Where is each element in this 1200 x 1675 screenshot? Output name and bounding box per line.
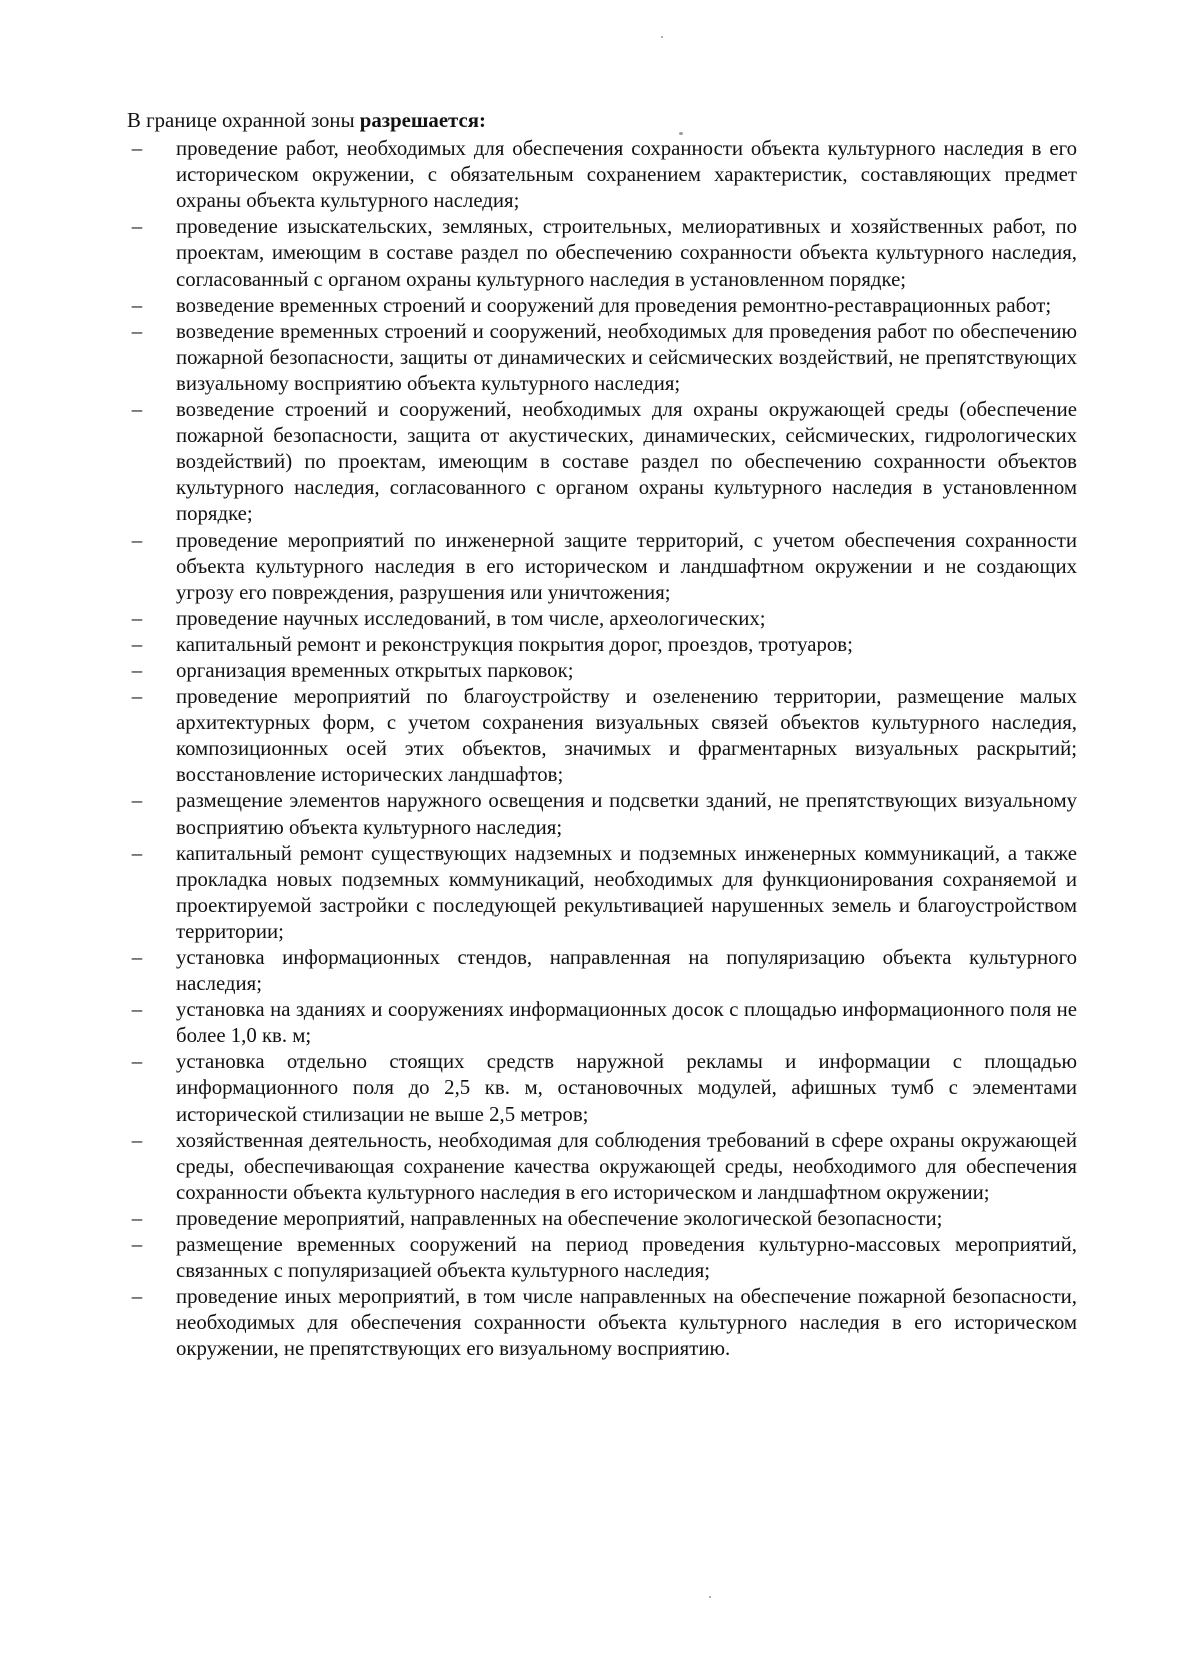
list-item-text: хозяйственная деятельность, необходимая для соблюдения требований в сфере охраны окружающей среды, обеспечивающая сохранение качества окружающей среды, необходимого для обеспечения сохранности объекта культурного наследия в его историческом и ландшафтном окружении; xyxy=(176,1128,1077,1204)
list-item-text: капитальный ремонт существующих надземных и подземных инженерных коммуникаций, а также прокладка новых подземных коммуникаций, необходимых для функционирования сохраняемой и проектируемой застройки с последующей рекультивацией нарушенных земель и благоустройством территории; xyxy=(176,841,1077,943)
scan-speck xyxy=(661,36,663,38)
permitted-activities-list xyxy=(127,136,1077,1362)
bullet-dash: – xyxy=(131,528,143,552)
heading-bold: разрешается: xyxy=(359,109,486,132)
bullet-dash: – xyxy=(131,841,143,865)
bullet-dash: – xyxy=(131,658,143,682)
bullet-dash: – xyxy=(131,998,143,1022)
list-item xyxy=(127,397,1077,527)
list-item-text: капитальный ремонт и реконструкция покрытия дорог, проездов, тротуаров; xyxy=(176,632,853,656)
bullet-dash: – xyxy=(131,1050,143,1074)
bullet-dash: – xyxy=(131,685,143,709)
list-item xyxy=(127,293,1077,319)
list-item-text: размещение временных сооружений на период проведения культурно-массовых мероприятий, связанных с популяризацией объекта культурного наследия; xyxy=(176,1233,1077,1283)
bullet-dash: – xyxy=(131,293,143,317)
list-item xyxy=(127,136,1077,214)
heading-prefix: В границе охранной зоны xyxy=(127,109,360,132)
bullet-dash: – xyxy=(131,632,143,656)
list-item xyxy=(127,841,1077,945)
list-item-text: проведение работ, необходимых для обеспечения сохранности объекта культурного наследия в его историческом окружении, с обязательным сохранением характеристик, составляющих предмет охраны объекта культурного наследия; xyxy=(176,137,1077,213)
list-item xyxy=(127,214,1077,292)
list-item xyxy=(127,1206,1077,1232)
list-item-text: возведение строений и сооружений, необходимых для охраны окружающей среды (обеспечение пожарной безопасности, защита от акустических, динамических, сейсмических, гидрологических воздействий) по проектам, имеющим в составе раздел по обеспечению сохранности объектов культурного наследия, согласованного с органом охраны культурного наследия в установленном порядке; xyxy=(176,398,1077,526)
bullet-dash: – xyxy=(131,1128,143,1152)
list-item-text: проведение мероприятий по благоустройству и озеленению территории, размещение малых архитектурных форм, с учетом сохранения визуальных связей объектов культурного наследия, композиционных осей этих объектов, значимых и фрагментарных визуальных раскрытий; восстановление исторических ландшафтов; xyxy=(176,685,1077,787)
list-item-text: установка информационных стендов, направленная на популяризацию объекта культурного наследия; xyxy=(176,946,1077,996)
list-item-text: возведение временных строений и сооружений, необходимых для проведения работ по обеспечению пожарной безопасности, защиты от динамических и сейсмических воздействий, не препятствующих визуальному восприятию объекта культурного наследия; xyxy=(176,319,1077,395)
list-item xyxy=(127,788,1077,840)
list-item-text: проведение научных исследований, в том числе, археологических; xyxy=(176,606,766,630)
bullet-dash: – xyxy=(131,319,143,343)
list-item-text: проведение мероприятий по инженерной защите территорий, с учетом обеспечения сохранности объекта культурного наследия в его историческом и ландшафтном окружении и не создающих угрозу его повреждения, разрушения или уничтожения; xyxy=(176,528,1077,604)
bullet-dash: – xyxy=(131,137,143,161)
section-heading xyxy=(127,108,1077,134)
list-item xyxy=(127,1128,1077,1206)
bullet-dash: – xyxy=(131,946,143,969)
bullet-dash: – xyxy=(131,398,143,422)
list-item xyxy=(127,606,1077,632)
document-body xyxy=(127,108,1077,1363)
list-item-text: возведение временных строений и сооружений для проведения ремонтно-реставрационных работ; xyxy=(176,293,1052,317)
list-item-text: установка отдельно стоящих средств наружной рекламы и информации с площадью информационного поля до 2,5 кв. м, остановочных модулей, афишных тумб с элементами исторической стилизации не выше 2,5 метров; xyxy=(176,1050,1077,1126)
bullet-dash: – xyxy=(131,215,143,239)
list-item xyxy=(127,1284,1077,1362)
bullet-dash: – xyxy=(131,1233,143,1257)
bullet-dash: – xyxy=(131,789,143,813)
list-item xyxy=(127,658,1077,684)
bullet-dash: – xyxy=(131,606,143,630)
list-item xyxy=(127,945,1077,997)
list-item-text: проведение изыскательских, земляных, строительных, мелиоративных и хозяйственных работ, по проектам, имеющим в составе раздел по обеспечению сохранности объекта культурного наследия, согласованный с органом охраны культурного наследия в установленном порядке; xyxy=(176,215,1077,291)
list-item xyxy=(127,1232,1077,1284)
list-item xyxy=(127,319,1077,397)
list-item-text: установка на зданиях и сооружениях информационных досок с площадью информационного поля не более 1,0 кв. м; xyxy=(176,998,1077,1048)
list-item xyxy=(127,1049,1077,1127)
bullet-dash: – xyxy=(131,1285,143,1309)
scan-speck xyxy=(709,1596,711,1598)
list-item xyxy=(127,684,1077,788)
list-item-text: организация временных открытых парковок; xyxy=(176,658,574,682)
bullet-dash: – xyxy=(131,1206,143,1230)
list-item-text: проведение мероприятий, направленных на обеспечение экологической безопасности; xyxy=(176,1206,943,1230)
list-item-text: размещение элементов наружного освещения и подсветки зданий, не препятствующих визуальному восприятию объекта культурного наследия; xyxy=(176,789,1077,839)
list-item xyxy=(127,632,1077,658)
list-item xyxy=(127,997,1077,1049)
list-item xyxy=(127,528,1077,606)
list-item-text: проведение иных мероприятий, в том числе направленных на обеспечение пожарной безопасности, необходимых для обеспечения сохранности объекта культурного наследия в его историческом окружении, не препятствующих его визуальному восприятию. xyxy=(176,1285,1077,1361)
